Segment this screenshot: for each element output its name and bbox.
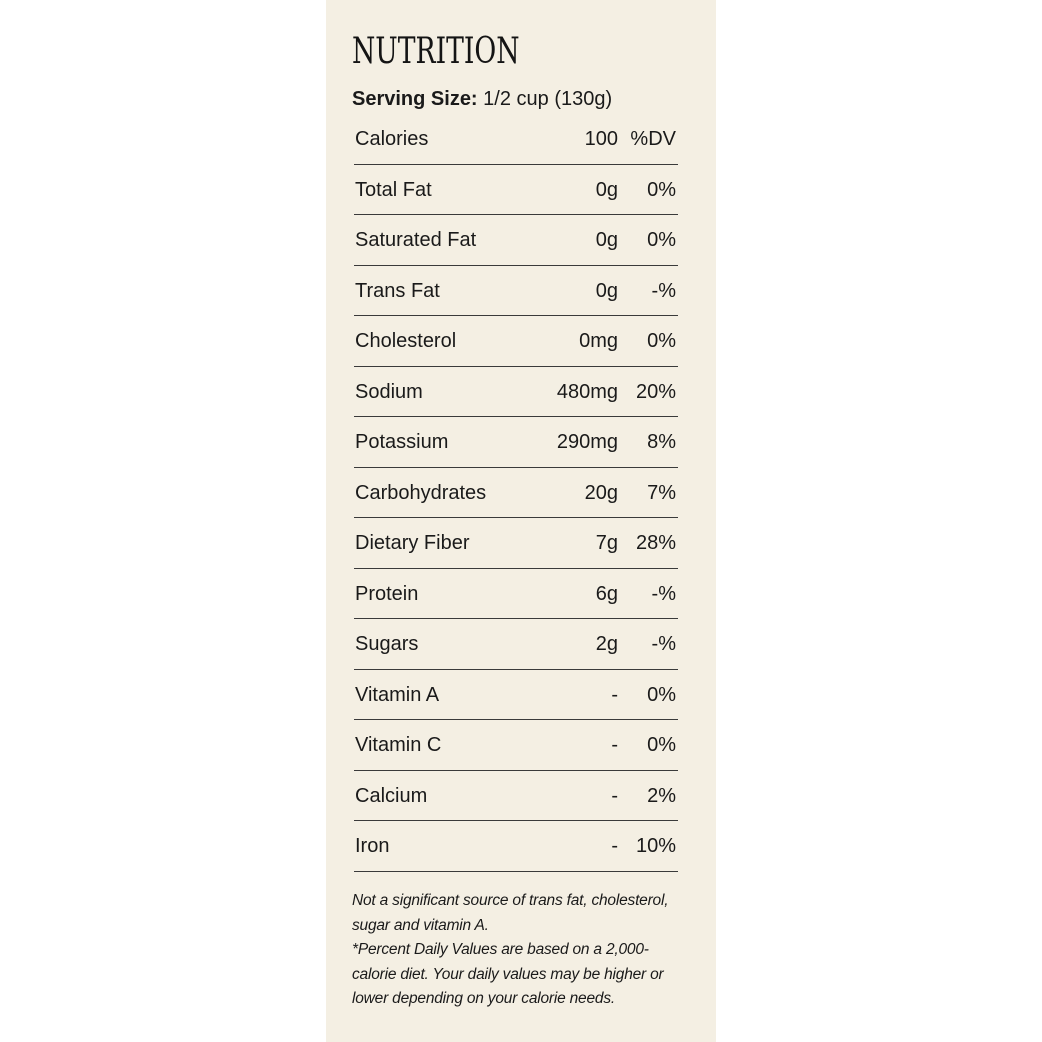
nutrient-name: Carbohydrates bbox=[355, 481, 487, 504]
serving-size-label: Serving Size: bbox=[352, 88, 478, 110]
table-row bbox=[354, 417, 678, 468]
nutrient-dv: 2% bbox=[647, 784, 676, 807]
nutrient-amount: 20g bbox=[584, 481, 618, 504]
dv-header: %DV bbox=[630, 128, 676, 150]
nutrient-dv: 10% bbox=[635, 835, 676, 857]
table-row bbox=[354, 720, 678, 771]
nutrient-amount: - bbox=[611, 784, 618, 807]
nutrient-dv: -% bbox=[651, 633, 676, 655]
nutrient-name: Dietary Fiber bbox=[355, 532, 470, 554]
nutrient-name: Saturated Fat bbox=[355, 229, 477, 251]
table-row bbox=[354, 266, 678, 317]
nutrient-name: Vitamin C bbox=[355, 734, 442, 756]
table-row bbox=[354, 619, 678, 670]
nutrient-name: Calcium bbox=[355, 784, 428, 807]
footnote bbox=[352, 889, 692, 1012]
table-row bbox=[354, 518, 678, 569]
footnote-line: calorie diet. Your daily values may be higher or bbox=[352, 965, 664, 983]
nutrition-title: NUTRITION bbox=[352, 31, 520, 72]
footnote-line: lower depending on your calorie needs. bbox=[352, 990, 615, 1007]
table-row bbox=[354, 468, 678, 519]
serving-size-value: 1/2 cup (130g) bbox=[483, 88, 613, 110]
table-row bbox=[354, 316, 678, 367]
footnote-line: Not a significant source of trans fat, cholesterol, bbox=[352, 892, 669, 909]
footnote-line: *Percent Daily Values are based on a 2,000- bbox=[352, 941, 649, 958]
nutrient-dv: 0% bbox=[647, 683, 676, 706]
nutrient-dv: -% bbox=[651, 279, 676, 302]
nutrient-amount: - bbox=[611, 734, 618, 756]
nutrient-dv: 28% bbox=[635, 532, 676, 554]
nutrient-dv: -% bbox=[651, 582, 676, 605]
calories-label: Calories bbox=[355, 128, 429, 150]
nutrient-name: Trans Fat bbox=[355, 279, 440, 302]
nutrient-name: Cholesterol bbox=[355, 330, 457, 352]
nutrient-amount: 0mg bbox=[579, 330, 618, 352]
nutrient-name: Vitamin A bbox=[355, 683, 440, 706]
table-row bbox=[354, 771, 678, 822]
nutrition-panel bbox=[326, 0, 716, 1042]
nutrient-dv: 7% bbox=[647, 481, 676, 504]
calories-row bbox=[354, 114, 678, 165]
nutrient-name: Iron bbox=[355, 835, 390, 857]
table-row bbox=[354, 215, 678, 266]
table-row bbox=[354, 569, 678, 620]
nutrient-name: Potassium bbox=[355, 431, 449, 453]
nutrient-name: Total Fat bbox=[355, 178, 432, 201]
nutrient-name: Sugars bbox=[355, 633, 419, 655]
nutrition-table bbox=[354, 114, 678, 872]
nutrient-amount: 7g bbox=[595, 532, 618, 554]
nutrient-dv: 0% bbox=[647, 229, 676, 251]
calories-value: 100 bbox=[584, 128, 618, 150]
nutrient-amount: 6g bbox=[595, 582, 618, 605]
serving-size bbox=[352, 86, 612, 112]
nutrient-amount: 0g bbox=[595, 229, 618, 251]
nutrient-amount: 0g bbox=[595, 178, 618, 201]
table-row bbox=[354, 821, 678, 872]
nutrient-amount: 0g bbox=[595, 279, 618, 302]
nutrient-name: Protein bbox=[355, 582, 419, 605]
nutrient-dv: 0% bbox=[647, 330, 676, 352]
nutrient-amount: 2g bbox=[595, 633, 618, 655]
table-row bbox=[354, 670, 678, 721]
nutrient-dv: 20% bbox=[635, 380, 676, 403]
nutrient-amount: - bbox=[611, 683, 618, 706]
nutrient-amount: - bbox=[611, 835, 618, 857]
nutrient-name: Sodium bbox=[355, 380, 423, 403]
table-row bbox=[354, 165, 678, 216]
footnote-line: sugar and vitamin A. bbox=[352, 916, 489, 934]
nutrient-amount: 480mg bbox=[556, 380, 618, 403]
table-row bbox=[354, 367, 678, 418]
nutrient-dv: 8% bbox=[647, 431, 676, 453]
nutrient-dv: 0% bbox=[647, 734, 676, 756]
nutrient-dv: 0% bbox=[647, 178, 676, 201]
nutrient-amount: 290mg bbox=[556, 431, 618, 453]
